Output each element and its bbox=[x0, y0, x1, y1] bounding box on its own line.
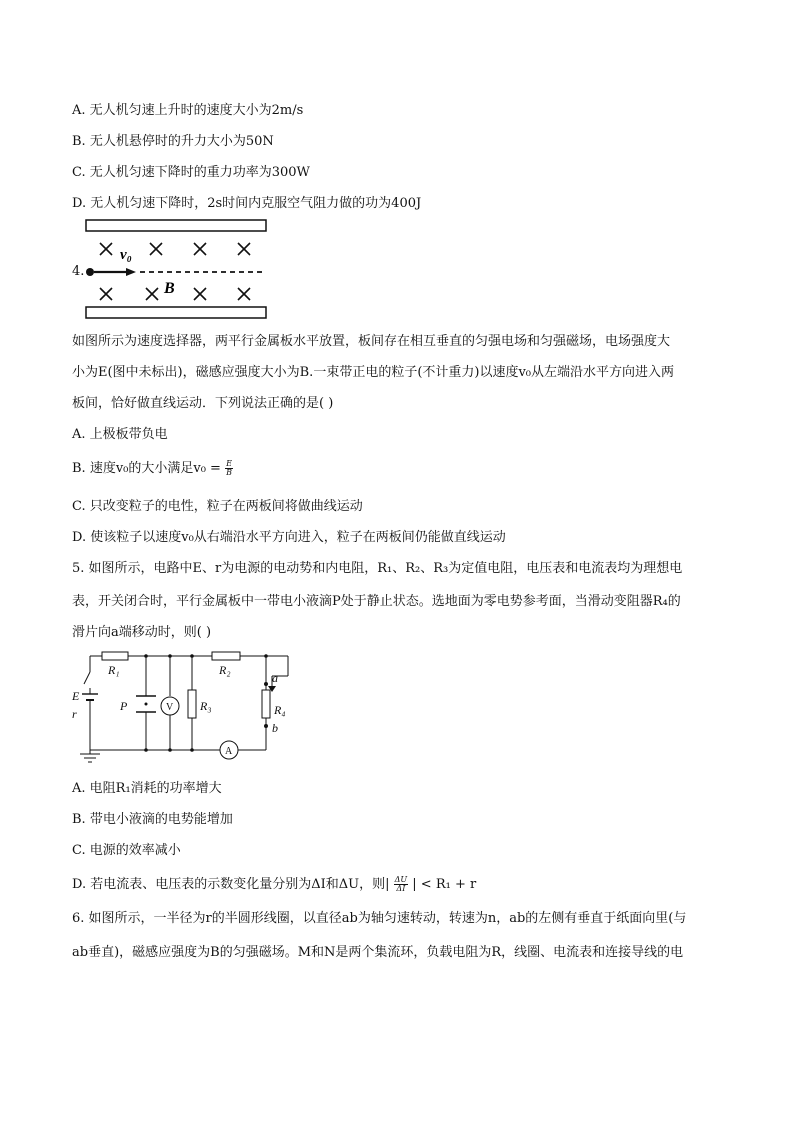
q6-stem-line2: ab垂直)，磁感应强度为B的匀强磁场。M和N是两个集流环，负载电阻为R，线圈、电流表和连接导线的电 bbox=[72, 945, 684, 960]
switch-lever bbox=[84, 672, 90, 684]
velocity-arrow bbox=[126, 268, 136, 276]
label-r2: R₂ bbox=[219, 663, 231, 677]
q4-stem-line3: 板间，恰好做直线运动．下列说法正确的是( ) bbox=[72, 396, 334, 411]
droplet-p bbox=[145, 703, 148, 706]
terminal-b bbox=[264, 724, 268, 728]
circuit-diagram bbox=[64, 646, 304, 770]
fraction-denominator: ΔI bbox=[396, 884, 406, 893]
label-v: V bbox=[166, 702, 174, 713]
label-r3: R₃ bbox=[200, 699, 212, 713]
q4-stem-line1: 如图所示为速度选择器，两平行金属板水平放置，板间存在相互垂直的匀强电场和匀强磁场，电场强度大 bbox=[72, 334, 671, 349]
q4-number: 4. bbox=[72, 264, 85, 279]
lower-plate bbox=[86, 307, 266, 318]
label-r4: R₄ bbox=[274, 703, 286, 717]
rheostat-slider-arrow bbox=[268, 686, 276, 692]
q5-option-d-text: D. 若电流表、电压表的示数变化量分别为ΔI和ΔU，则| bbox=[72, 877, 390, 892]
e-over-b-fraction bbox=[225, 460, 233, 477]
q4-option-b-text: B. 速度v₀的大小满足v₀ = bbox=[72, 461, 221, 476]
q4-option-b bbox=[72, 460, 233, 478]
terminal-a bbox=[264, 682, 268, 686]
du-over-di-fraction bbox=[394, 876, 409, 893]
upper-plate bbox=[86, 220, 266, 231]
r1-resistor bbox=[102, 652, 128, 660]
label-a-meter: A bbox=[225, 746, 233, 757]
q5-stem-line3: 滑片向a端移动时，则( ) bbox=[72, 625, 212, 640]
q6-stem-line1: 6. 如图所示，一半径为r的半圆形线圈，以直径ab为轴匀速转动，转速为n，ab的左侧有垂直于纸面向里(与 bbox=[72, 911, 687, 926]
label-e: E bbox=[72, 689, 80, 703]
fraction-numerator: ΔU bbox=[394, 875, 408, 884]
label-p: P bbox=[120, 699, 128, 713]
particle-dot bbox=[86, 268, 94, 276]
label-r1: R₁ bbox=[108, 663, 120, 677]
q4-option-d: D. 使该粒子以速度v₀从右端沿水平方向进入，粒子在两板间仍能做直线运动 bbox=[72, 530, 506, 545]
r2-resistor bbox=[212, 652, 240, 660]
velocity-selector-figure bbox=[84, 218, 270, 324]
v0-label: v₀ bbox=[120, 247, 132, 263]
q5-stem-line2: 表，开关闭合时，平行金属板中一带电小液滴P处于静止状态。选地面为零电势参考面，当滑动变阻器R₄的 bbox=[72, 594, 681, 609]
q3-option-a: A. 无人机匀速上升时的速度大小为2m/s bbox=[72, 103, 304, 118]
b-label: B bbox=[164, 280, 175, 297]
label-r: r bbox=[72, 707, 77, 721]
q5-option-c: C. 电源的效率减小 bbox=[72, 843, 181, 858]
q5-option-d-suffix: | < R₁ + r bbox=[412, 877, 477, 892]
r3-resistor bbox=[188, 690, 196, 718]
q5-stem-line1: 5. 如图所示，电路中E、r为电源的电动势和内电阻，R₁、R₂、R₃为定值电阻，电压表和电流表均为理想电 bbox=[72, 561, 683, 576]
fraction-denominator: B bbox=[226, 468, 232, 477]
q3-option-c: C. 无人机匀速下降时的重力功率为300W bbox=[72, 165, 310, 180]
q5-option-b: B. 带电小液滴的电势能增加 bbox=[72, 812, 233, 827]
q3-option-d: D. 无人机匀速下降时，2s时间内克服空气阻力做的功为400J bbox=[72, 196, 422, 211]
q4-option-c: C. 只改变粒子的电性，粒子在两板间将做曲线运动 bbox=[72, 499, 363, 514]
fraction-numerator: E bbox=[226, 459, 232, 468]
q4-stem-line2: 小为E(图中未标出)，磁感应强度大小为B.一束带正电的粒子(不计重力)以速度v₀从左端沿水平方向进入两 bbox=[72, 365, 675, 380]
q5-option-a: A. 电阻R₁消耗的功率增大 bbox=[72, 781, 222, 796]
q4-option-a: A. 上极板带负电 bbox=[72, 427, 168, 442]
label-a: a bbox=[272, 671, 278, 685]
q5-option-d bbox=[72, 876, 476, 894]
q3-option-b: B. 无人机悬停时的升力大小为50N bbox=[72, 134, 274, 149]
label-b: b bbox=[272, 721, 278, 735]
r4-rheostat bbox=[262, 690, 270, 718]
